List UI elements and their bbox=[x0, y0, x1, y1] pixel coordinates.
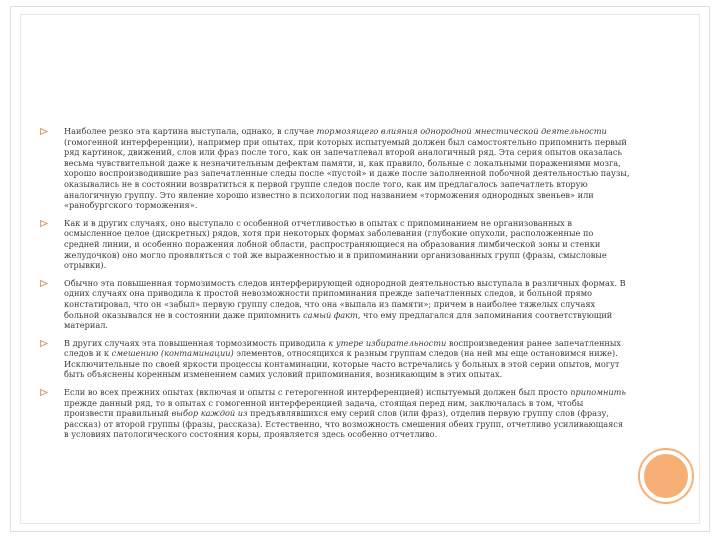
paragraph-text: Если во всех прежних опытах (включая и опыты с гетерогенной интерференцией) испытуемый должен был просто bbox=[64, 387, 571, 398]
paragraph-text: Наиболее резко эта картина выступала, однако, в случае bbox=[64, 126, 317, 136]
paragraph-text: элементов, относящихся к разным группам следов (на ней мы еще остановимся ниже). Исключительные по своей яркости процессы контаминации, которые часто встречались у больных в этой серии опытов, могут быть объяснены коренным изменением самих условий припоминания, возникающим в этих опытах. bbox=[64, 348, 620, 380]
bullet-icon bbox=[40, 220, 48, 226]
paragraph-text: Обычно эта повышенная тормозимость следов интерферирующей однородной деятельностью выступала в различных формах. В одних случаях она приводила к простой невозможности припоминания прежде запечатленных следов, и больной прямо констатировал, что он «забыл» первую группу следов, что она «выпала из памяти»; причем в наиболее тяжелых случаях больной оказывался не в состоянии даже припомнить bbox=[64, 277, 626, 320]
paragraph-text: (гомогенной интерференции), например при опытах, при которых испытуемый должен был самостоятельно припомнить первый ряд картинок, движений, слов или фраз после того, как он запечатлевал второй аналогичный ряд. Эта серия опытов оказалась весьма чувствительной даже к незначительным дефектам памяти, и, как правило, больные с локальными поражениями мозга, хорошо воспроизводившие раз запечатленные следы после «пустой» и даже после заполненной побочной деятельностью паузы, оказывались не в состоянии возвратиться к первой группе следов после того, как им предлагалось запечатлеть вторую аналогичную группу. Это явление хорошо известно в психологии под названием «торможения однородных звеньев» или «ранобургского торможения». bbox=[64, 136, 630, 211]
bullet-icon bbox=[40, 389, 48, 395]
bullet-paragraph bbox=[40, 218, 630, 271]
paragraph-text: , что ему предлагался для запоминания соответствующий материал. bbox=[64, 309, 613, 331]
italic-text: смешению (контаминации) bbox=[111, 348, 234, 359]
slide-content bbox=[40, 126, 630, 447]
bullet-icon bbox=[40, 340, 48, 346]
bullet-icon bbox=[40, 128, 48, 134]
italic-text: самый факт bbox=[303, 309, 358, 320]
paragraph-text: Как и в других случаях, оно выступало с особенной отчетливостью в опытах с припоминанием не организованных в осмысленное целое (дискретных) рядов, хотя при некоторых формах заболевания (глубокие опухоли, расположенные по средней линии, и особенно поражения лобной области, распространяющиеся на образования лимбической зоны и стенки желудочков) оно могло проявляться с той же выраженностью и в припоминании организованных групп (фразы, смысловые отрывки). bbox=[64, 217, 607, 271]
italic-text: к утере избирательности bbox=[328, 337, 447, 348]
bullet-icon bbox=[40, 280, 48, 286]
italic-text: припомнить bbox=[570, 387, 626, 398]
italic-text: выбор каждой из bbox=[171, 408, 248, 419]
decorative-circle bbox=[640, 450, 692, 502]
bullet-paragraph bbox=[40, 278, 630, 331]
paragraph-text: воспроизведения ранее запечатленных следов и к bbox=[64, 337, 622, 359]
bullet-paragraph bbox=[40, 338, 630, 380]
bullet-paragraph bbox=[40, 387, 630, 440]
bullet-paragraph bbox=[40, 126, 630, 211]
italic-text: тормозящего влияния однородной мнестической деятельности bbox=[316, 126, 607, 136]
paragraph-text: прежде данный ряд, то в опытах с гомогенной интерференцией задача, стоящая перед ним, заключалась в том, чтобы произвести правильный bbox=[64, 397, 584, 419]
paragraph-text: В других случаях эта повышенная тормозимость приводила bbox=[64, 337, 329, 348]
paragraph-text: предъявлявшихся ему серий слов (или фраз), отделив первую группу слов (фразу, рассказ) от второй группы (фразы, рассказа). Естественно, что возможность смешения обеих групп, отчетливо усиливающаяся в условиях патологического состояния коры, проявляется здесь особенно отчетливо. bbox=[64, 408, 624, 440]
